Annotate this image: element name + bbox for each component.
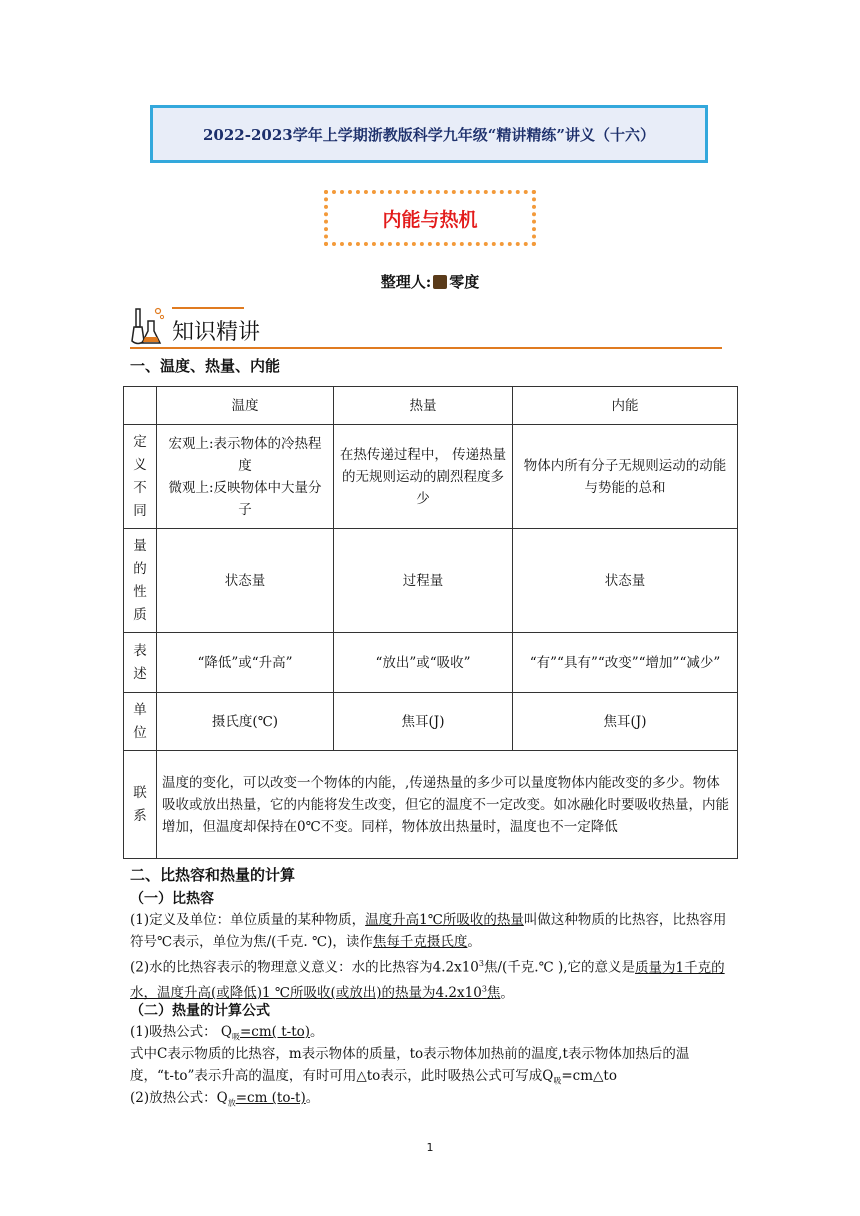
knowledge-top-rule — [172, 307, 244, 309]
table-cell: 物体内所有分子无规则运动的动能与势能的总和 — [513, 425, 738, 529]
lab-flask-icon — [130, 305, 166, 347]
subsection-heat-formula: （二）热量的计算公式 — [130, 1003, 270, 1019]
paragraph-definition: (1)定义及单位：单位质量的某种物质，温度升高1℃所吸收的热量叫做这种物质的比热容，比热容用符号℃表示，单位为焦/(千克. ℃)，读作焦每千克摄氏度。 — [130, 912, 727, 950]
compiler-name: 零度 — [449, 273, 480, 291]
concept-table — [123, 386, 738, 859]
paragraph-water-meaning: (2)水的比热容表示的物理意义意义：水的比热容为$4.2x10^3$焦/(千克.℃ ),它的意义是质量为1千克的水，温度升高(或降低)1 ℃所吸收(或放出)的热量为$4.2x10^3$焦。 — [130, 959, 725, 1001]
table-cell: 焦耳(J) — [513, 693, 738, 751]
column-header: 热量 — [334, 387, 513, 425]
table-cell: 摄氏度(℃) — [157, 693, 334, 751]
formula-explanation: 式中C表示物质的比热容，m表示物体的质量，to表示物体加热前的温度,t表示物体加热后的温度，“t-to”表示升高的温度，有时可用△to表示，此时吸热公式可写成$Q_吸=cm\triangle to$ — [130, 1046, 690, 1086]
table-cell: 宏观上:表示物体的冷热程度 微观上:反映物体中大量分子 — [157, 425, 334, 529]
row-label: 表述 — [124, 633, 157, 693]
formula-absorb: (1)吸热公式： $Q_吸=cm$( t-to)。 — [130, 1024, 324, 1042]
compiler-avatar-icon — [433, 275, 447, 289]
knowledge-bottom-rule — [130, 347, 722, 349]
table-cell: “有”“具有”“改变”“增加”“减少” — [513, 633, 738, 693]
topic-title: 内能与热机 — [324, 190, 536, 246]
table-header-row — [124, 387, 738, 425]
underlined-term: 质量为1千克的水，温度升高(或降低)1 ℃所吸收(或放出)的热量为$4.2x10^3$焦 — [130, 959, 725, 1001]
section1-heading: 一、温度、热量、内能 — [130, 357, 281, 375]
underlined-term: 温度升高1℃所吸收的热量 — [365, 912, 524, 928]
knowledge-header — [130, 303, 722, 349]
formula-release: (2)放热公式：$Q_放=cm$ (to-t)。 — [130, 1090, 320, 1108]
section2-heading: 二、比热容和热量的计算 — [130, 866, 296, 884]
compiler-label: 整理人: — [380, 273, 432, 291]
column-header: 内能 — [513, 387, 738, 425]
table-cell: 过程量 — [334, 529, 513, 633]
document-banner: 2022-2023学年上学期浙教版科学九年级“精讲精练”讲义（十六） — [150, 105, 708, 163]
page-number: 1 — [426, 1141, 434, 1154]
table-cell: 在热传递过程中， 传递热量的无规则运动的剧烈程度多少 — [334, 425, 513, 529]
row-label: 定义不同 — [124, 425, 157, 529]
row-label: 单位 — [124, 693, 157, 751]
table-cell: 状态量 — [513, 529, 738, 633]
table-cell: 状态量 — [157, 529, 334, 633]
table-cell: “降低”或“升高” — [157, 633, 334, 693]
table-merged-cell: 温度的变化，可以改变一个物体的内能，,传递热量的多少可以量度物体内能改变的多少。物体吸收或放出热量，它的内能将发生改变，但它的温度不一定改变。如冰融化时要吸收热量，内能增加，但温度却保持在0℃不变。同样，物体放出热量时，温度也不一定降低 — [157, 751, 738, 859]
knowledge-title: 知识精讲 — [172, 320, 261, 345]
table-row — [124, 529, 738, 633]
table-cell: “放出”或“吸收” — [334, 633, 513, 693]
row-label: 联系 — [124, 751, 157, 859]
row-label: 量的性质 — [124, 529, 157, 633]
table-row — [124, 751, 738, 859]
column-header: 温度 — [157, 387, 334, 425]
underlined-term: 焦每千克摄氏度 — [372, 934, 468, 950]
table-row — [124, 425, 738, 529]
subsection-specific-heat: （一）比热容 — [130, 891, 214, 907]
table-row — [124, 633, 738, 693]
table-cell: 焦耳(J) — [334, 693, 513, 751]
compiler-line — [0, 271, 860, 292]
table-row — [124, 693, 738, 751]
table-corner-cell — [124, 387, 157, 425]
